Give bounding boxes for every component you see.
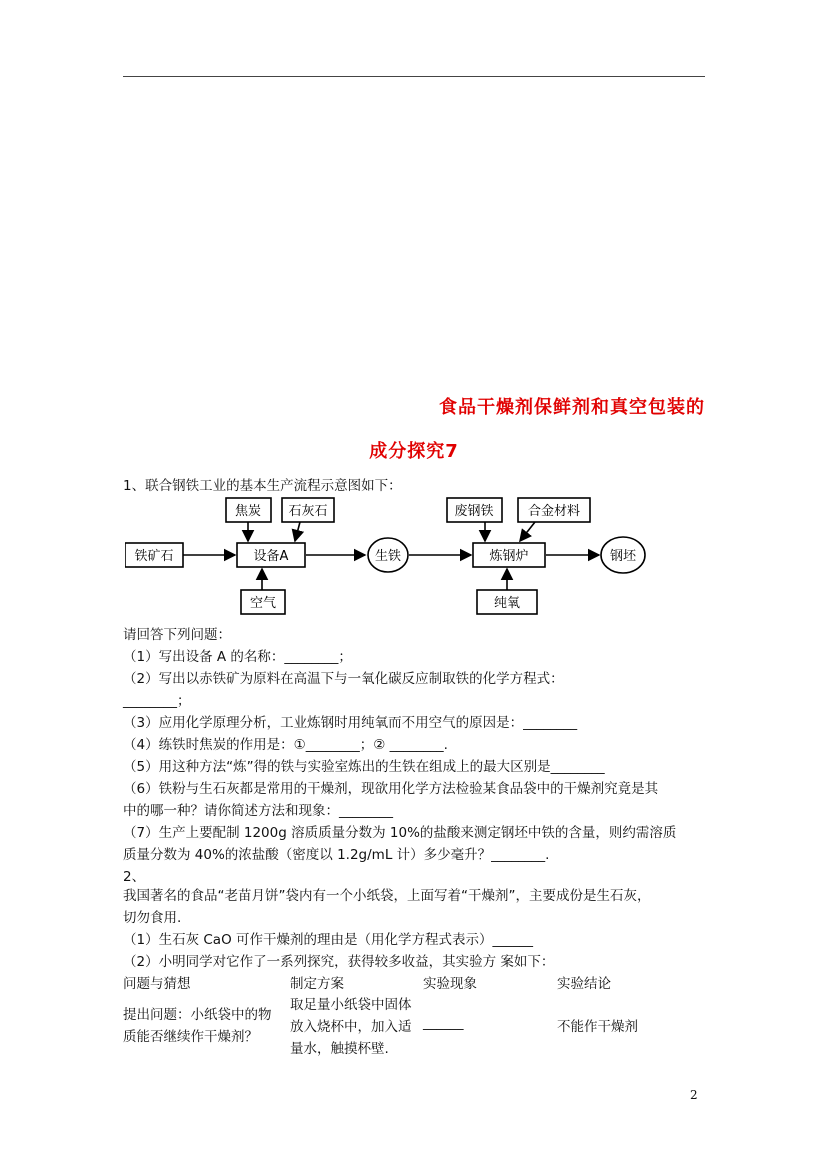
page-number: 2 [690, 1088, 698, 1102]
table-cell-plan: 取足量小纸袋中固体 [290, 997, 412, 1013]
q1-line: （1）写出设备 A 的名称：________； [123, 649, 352, 665]
table-cell-phenomenon: ______ [423, 1015, 464, 1031]
table-header-plan: 制定方案 [290, 976, 344, 992]
table-cell-question: 提出问题：小纸袋中的物 [123, 1007, 272, 1023]
steel-furnace-label: 炼钢炉 [489, 549, 529, 564]
document-title-line2: 成分探究7 [369, 441, 459, 462]
q1-line: 质量分数为 40%的浓盐酸（密度以 1.2g/mL 计）多少毫升？________. [123, 847, 550, 863]
table-cell-question: 质能否继续作干燥剂？ [123, 1029, 258, 1045]
iron-ore-label: 铁矿石 [134, 549, 174, 564]
q1-line: （3）应用化学原理分析，工业炼钢时用纯氧而不用空气的原因是：________ [123, 715, 578, 731]
air-label: 空气 [249, 596, 277, 611]
table-header-question: 问题与猜想 [123, 976, 191, 992]
table-header-conclusion: 实验结论 [557, 976, 611, 992]
q1-line: ________； [123, 693, 191, 709]
q2-line: 2、 [123, 869, 146, 885]
q1-line: （7）生产上要配制 1200g 溶质质量分数为 10%的盐酸来测定钢坯中铁的含量，则约需溶质 [123, 825, 677, 841]
q2-line: 我国著名的食品“老苗月饼”袋内有一个小纸袋，上面写着“干燥剂”，主要成份是生石灰， [123, 888, 651, 904]
q1-line: （6）铁粉与生石灰都是常用的干燥剂，现欲用化学方法检验某食品袋中的干燥剂究竟是其 [123, 781, 659, 797]
limestone-label: 石灰石 [288, 504, 328, 519]
pig-iron-label: 生铁 [374, 549, 402, 564]
document-title-line1: 食品干燥剂保鲜剂和真空包装的 [439, 397, 705, 418]
scrap-steel-label: 废钢铁 [454, 504, 494, 519]
alloy-label: 合金材料 [527, 504, 581, 519]
q1-line: （2）写出以赤铁矿为原料在高温下与一氧化碳反应制取铁的化学方程式： [123, 671, 564, 687]
q1-line: （5）用这种方法“炼”得的铁与实验室炼出的生铁在组成上的最大区别是________ [123, 759, 605, 775]
q1-line: 中的哪一种？请你简述方法和现象：________ [123, 803, 393, 819]
table-header-phenomenon: 实验现象 [423, 976, 477, 992]
coke-label: 焦炭 [234, 504, 262, 519]
steel-production-flow-diagram [125, 491, 650, 619]
pure-oxygen-label: 纯氧 [493, 596, 521, 611]
steel-billet-label: 钢坯 [609, 549, 637, 564]
q2-line: （1）生石灰 CaO 可作干燥剂的理由是（用化学方程式表示）______ [123, 932, 533, 948]
header-rule [123, 76, 705, 77]
question1-intro: 1、联合钢铁工业的基本生产流程示意图如下： [123, 478, 402, 494]
table-cell-conclusion: 不能作干燥剂 [557, 1019, 638, 1035]
q1-line: 请回答下列问题： [123, 627, 231, 643]
table-cell-plan: 量水，触摸杯壁. [290, 1041, 389, 1057]
q2-line: （2）小明同学对它作了一系列探究，获得较多收益，其实验方 案如下： [123, 954, 555, 970]
device-a-label: 设备A [253, 549, 289, 564]
q1-line: （4）练铁时焦炭的作用是：①________；② ________. [123, 737, 448, 753]
q2-line: 切勿食用. [123, 910, 182, 926]
table-cell-plan: 放入烧杯中，加入适 [290, 1019, 412, 1035]
